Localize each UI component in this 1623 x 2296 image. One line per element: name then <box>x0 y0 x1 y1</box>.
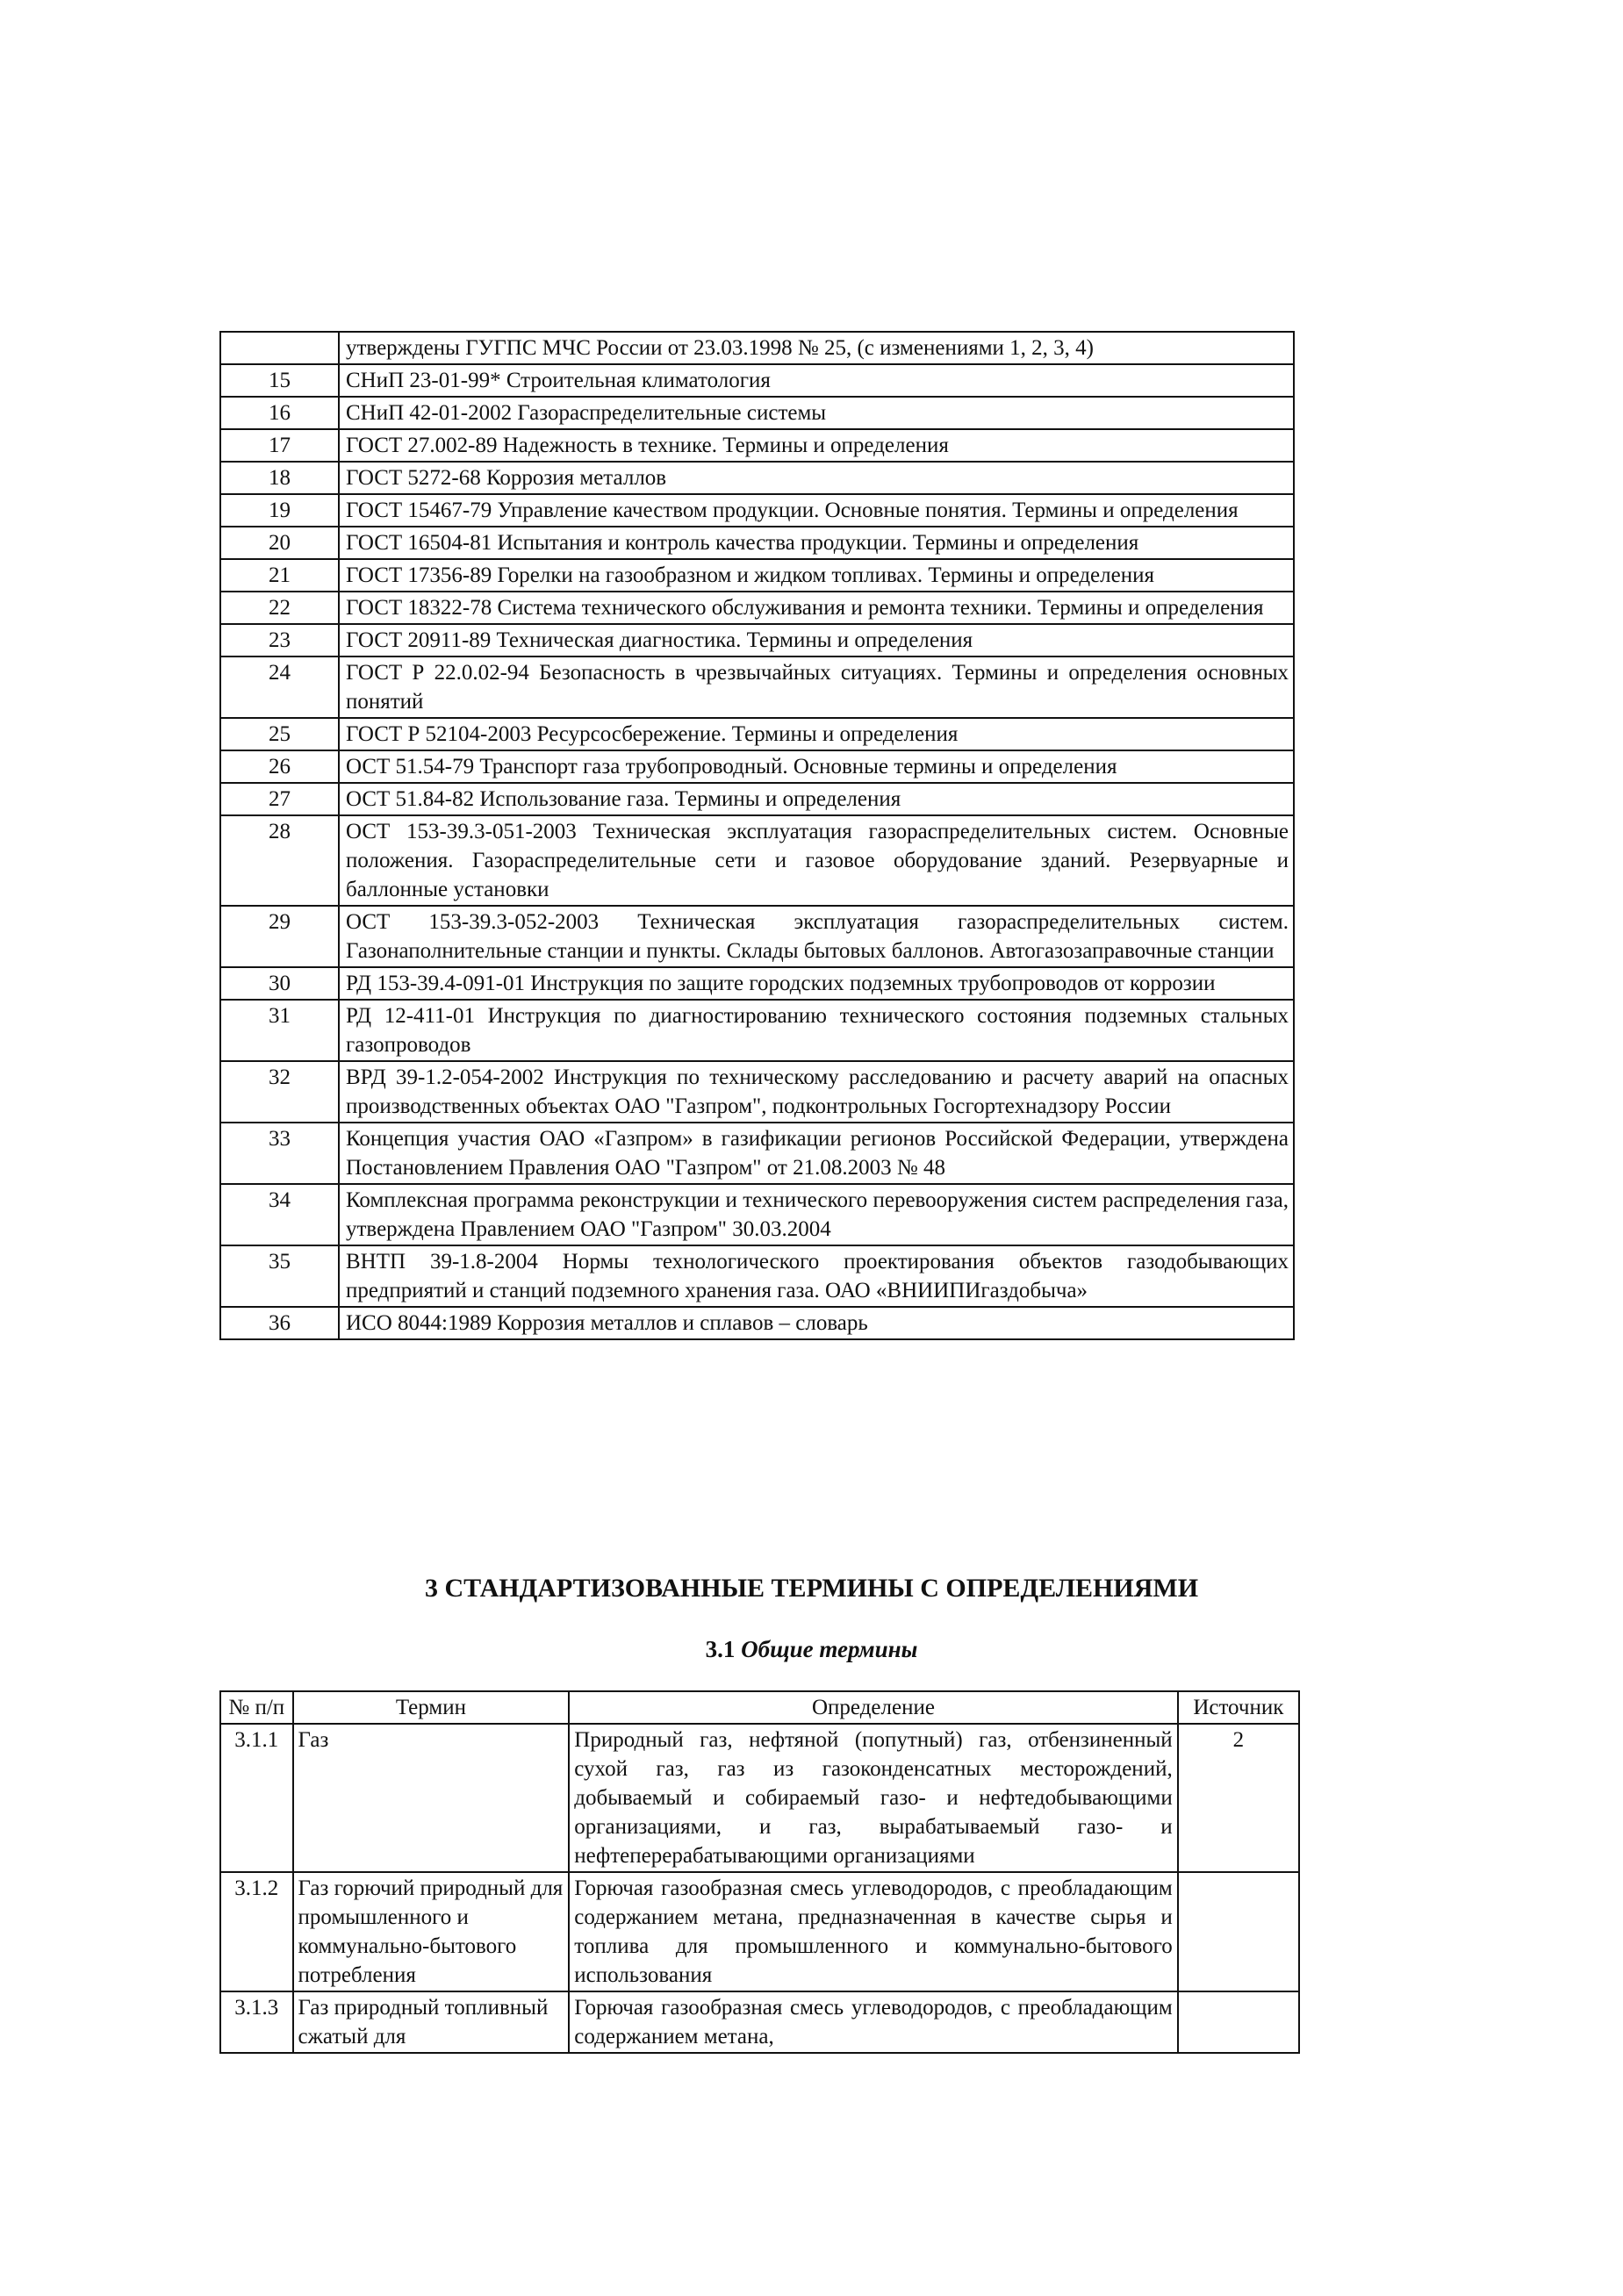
ref-number <box>220 332 339 364</box>
ref-text: ГОСТ 17356-89 Горелки на газообразном и жидком топливах. Термины и определения <box>339 559 1294 592</box>
table-row <box>220 906 1294 967</box>
ref-number: 28 <box>220 815 339 906</box>
table-row <box>220 592 1294 624</box>
table-row <box>220 559 1294 592</box>
ref-text: ИСО 8044:1989 Коррозия металлов и сплавов – словарь <box>339 1307 1294 1339</box>
table-row <box>220 429 1294 462</box>
term-number: 3.1.2 <box>220 1872 293 1991</box>
table-row <box>220 332 1294 364</box>
ref-number: 19 <box>220 494 339 527</box>
ref-text: утверждены ГУГПС МЧС России от 23.03.1998 № 25, (с изменениями 1, 2, 3, 4) <box>339 332 1294 364</box>
ref-text: РД 12-411-01 Инструкция по диагностированию технического состояния подземных стальных газопроводов <box>339 1000 1294 1061</box>
subsection-heading <box>0 1634 1623 1664</box>
subsection-number: 3.1 <box>705 1636 736 1662</box>
term-name: Газ природный топливный сжатый для <box>293 1991 570 2053</box>
table-row <box>220 967 1294 1000</box>
ref-text: ОСТ 153-39.3-052-2003 Техническая эксплуатация газораспределительных систем. Газонаполнительные станции и пункты. Склады бытовых баллонов. Автогазозаправочные станции <box>339 906 1294 967</box>
ref-number: 26 <box>220 750 339 783</box>
table-row <box>220 1307 1294 1339</box>
ref-text: ГОСТ Р 22.0.02-94 Безопасность в чрезвычайных ситуациях. Термины и определения основных понятий <box>339 657 1294 718</box>
table-row <box>220 624 1294 657</box>
ref-number: 29 <box>220 906 339 967</box>
table-row <box>220 783 1294 815</box>
ref-number: 15 <box>220 364 339 397</box>
table-row <box>220 364 1294 397</box>
table-row <box>220 462 1294 494</box>
ref-text: ВРД 39-1.2-054-2002 Инструкция по техническому расследованию и расчету аварий на опасных производственных объектах ОАО "Газпром", подконтрольных Госгортехнадзору России <box>339 1061 1294 1123</box>
column-header-num: № п/п <box>220 1691 293 1724</box>
ref-text: ГОСТ 20911-89 Техническая диагностика. Термины и определения <box>339 624 1294 657</box>
term-definition: Природный газ, нефтяной (попутный) газ, отбензиненный сухой газ, газ из газоконденсатных месторождений, добываемый и собираемый газо- и нефтедобывающими организациями, и газ, вырабатываемый газо- и нефтеперерабатывающими организациями <box>569 1724 1177 1872</box>
ref-number: 32 <box>220 1061 339 1123</box>
ref-text: ГОСТ 15467-79 Управление качеством продукции. Основные понятия. Термины и определения <box>339 494 1294 527</box>
column-header-source: Источник <box>1178 1691 1299 1724</box>
section-heading: 3 СТАНДАРТИЗОВАННЫЕ ТЕРМИНЫ С ОПРЕДЕЛЕНИЯМИ <box>424 1574 1199 1603</box>
table-row <box>220 750 1294 783</box>
term-source <box>1178 1991 1299 2053</box>
ref-text: Комплексная программа реконструкции и технического перевооружения систем распределения газа, утверждена Правлением ОАО "Газпром" 30.03.2004 <box>339 1184 1294 1245</box>
ref-text: ВНТП 39-1.8-2004 Нормы технологического проектирования объектов газодобывающих предприятий и станций подземного хранения газа. ОАО «ВНИИПИгаздобыча» <box>339 1245 1294 1307</box>
term-definition: Горючая газообразная смесь углеводородов, с преобладающим содержанием метана, предназначенная в качестве сырья и топлива для промышленного и коммунально-бытового использования <box>569 1872 1177 1991</box>
ref-text: ОСТ 153-39.3-051-2003 Техническая эксплуатация газораспределительных систем. Основные положения. Газораспределительные сети и газовое оборудование зданий. Резервуарные и баллонные установки <box>339 815 1294 906</box>
column-header-term: Термин <box>293 1691 570 1724</box>
ref-number: 20 <box>220 527 339 559</box>
ref-number: 35 <box>220 1245 339 1307</box>
subsection-title: Общие термины <box>741 1636 918 1662</box>
ref-number: 33 <box>220 1123 339 1184</box>
table-row <box>220 1991 1299 2053</box>
ref-number: 23 <box>220 624 339 657</box>
term-definition: Горючая газообразная смесь углеводородов, с преобладающим содержанием метана, <box>569 1991 1177 2053</box>
references-table <box>219 331 1295 1340</box>
term-name: Газ горючий природный для промышленного и коммунально-бытового потребления <box>293 1872 570 1991</box>
ref-text: СНиП 23-01-99* Строительная климатология <box>339 364 1294 397</box>
ref-number: 25 <box>220 718 339 750</box>
table-row <box>220 1123 1294 1184</box>
ref-number: 30 <box>220 967 339 1000</box>
term-number: 3.1.1 <box>220 1724 293 1872</box>
ref-number: 16 <box>220 397 339 429</box>
table-row <box>220 397 1294 429</box>
ref-text: ГОСТ 16504-81 Испытания и контроль качества продукции. Термины и определения <box>339 527 1294 559</box>
ref-text: ОСТ 51.84-82 Использование газа. Термины и определения <box>339 783 1294 815</box>
ref-number: 18 <box>220 462 339 494</box>
ref-text: РД 153-39.4-091-01 Инструкция по защите городских подземных трубопроводов от коррозии <box>339 967 1294 1000</box>
table-row <box>220 1061 1294 1123</box>
ref-text: ОСТ 51.54-79 Транспорт газа трубопроводный. Основные термины и определения <box>339 750 1294 783</box>
table-row <box>220 1724 1299 1872</box>
table-row <box>220 1184 1294 1245</box>
ref-text: ГОСТ 5272-68 Коррозия металлов <box>339 462 1294 494</box>
table-row <box>220 657 1294 718</box>
terms-table <box>219 1690 1300 2054</box>
ref-number: 36 <box>220 1307 339 1339</box>
ref-text: ГОСТ 27.002-89 Надежность в технике. Термины и определения <box>339 429 1294 462</box>
term-source <box>1178 1872 1299 1991</box>
table-row <box>220 527 1294 559</box>
table-row <box>220 815 1294 906</box>
table-row <box>220 718 1294 750</box>
ref-number: 17 <box>220 429 339 462</box>
ref-number: 24 <box>220 657 339 718</box>
term-source: 2 <box>1178 1724 1299 1872</box>
table-row <box>220 494 1294 527</box>
term-name: Газ <box>293 1724 570 1872</box>
ref-number: 27 <box>220 783 339 815</box>
table-header-row <box>220 1691 1299 1724</box>
table-row <box>220 1000 1294 1061</box>
ref-text: Концепция участия ОАО «Газпром» в газификации регионов Российской Федерации, утверждена Постановлением Правления ОАО "Газпром" от 21.08.2003 № 48 <box>339 1123 1294 1184</box>
table-row <box>220 1245 1294 1307</box>
ref-text: СНиП 42-01-2002 Газораспределительные системы <box>339 397 1294 429</box>
column-header-definition: Определение <box>569 1691 1177 1724</box>
ref-number: 21 <box>220 559 339 592</box>
ref-number: 22 <box>220 592 339 624</box>
ref-text: ГОСТ 18322-78 Система технического обслуживания и ремонта техники. Термины и определения <box>339 592 1294 624</box>
term-number: 3.1.3 <box>220 1991 293 2053</box>
ref-number: 31 <box>220 1000 339 1061</box>
ref-number: 34 <box>220 1184 339 1245</box>
table-row <box>220 1872 1299 1991</box>
ref-text: ГОСТ Р 52104-2003 Ресурсосбережение. Термины и определения <box>339 718 1294 750</box>
